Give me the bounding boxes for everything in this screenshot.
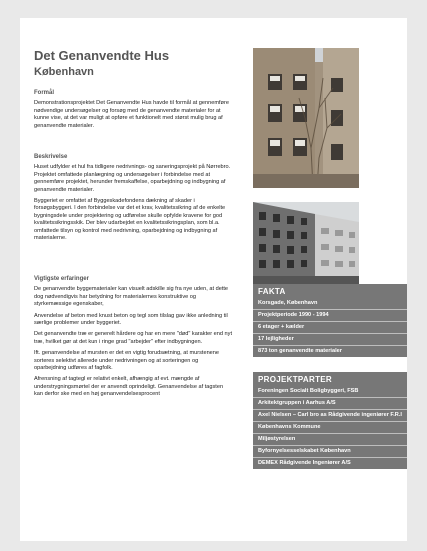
projektparter-panel — [253, 372, 407, 469]
paragraph: Ift. genanvendelse af mursten er det en vigtig forudsætning, at murstenene sorteres selektivt allerede under nedrivningen og at sorteringen og oparbejdning udføres af fagfolk. — [34, 350, 220, 372]
projektparter-heading: PROJEKTPARTER — [258, 375, 332, 384]
section-beskrivelse — [34, 154, 232, 246]
paragraph: Anvendelse af beton med knust beton og tegl som tilslag gav ikke anledning til særlige problemer under byggeriet. — [34, 312, 228, 327]
paragraph: Det genanvendte træ er generelt hårdere og har en mere "død" karakter end nyt træ, hvilket gør at det kun i ringe grad "arbejder" efter indbygningen. — [34, 331, 233, 345]
paragraph: Huset udfylder et hul fra tidligere nedrivnings- og saneringsprojekt på Nørrebro. Projektet omfattede planlægning og undersøgelser i forbindelse med at gennemføre projektet, herunder fremskaffelse, oparbejdning og indbygning af genanvendte materialer. — [34, 164, 231, 193]
section-heading: Beskrivelse — [34, 154, 68, 160]
page-title: Det Genanvendte Hus — [34, 48, 170, 63]
section-erfaringer — [34, 276, 232, 403]
section-heading: Formål — [34, 90, 55, 96]
paragraph: Demonstrationsprojektet Det Genanvendte Hus havde til formål at gennemføre nødvendige undersøgelser og forsøg med de genanvendte materialer for at kunne vise, at det var muligt at opføre et funktionelt med størst mulig brug af genanvendte materialer. — [34, 100, 229, 129]
section-heading: Vigtigste erfaringer — [34, 276, 89, 282]
partner-item: Foreningen Socialt Boligbyggeri, FSB — [253, 386, 407, 398]
partner-item: DEMEX Rådgivende Ingeniører A/S — [258, 460, 351, 466]
paragraph: Byggeriet er omfattet af Byggeskadefondens dækning af skader i forsøgsbyggeri. I den forbindelse var det et krav, kvalitetssikring af de enkelte bygningsdele under projektering og udførelse skulle opfylde kravene for god kvalitetssikringsskik. Der blev udarbejdet en kvalitetssikringsplan, som bl.a. omfattede tilsyn og kontrol med nedrivning, oparbejdning og indbygning af materialerne. — [34, 198, 226, 242]
partner-item: Arkitektgruppen i Aarhus A/S — [253, 398, 407, 410]
fakta-panel — [253, 284, 407, 357]
building-facade-photo — [253, 48, 359, 188]
fakta-item: 6 etager + kælder — [253, 322, 407, 334]
section-formaal — [34, 90, 232, 134]
fakta-item: Korsgade, København — [253, 298, 407, 310]
fakta-item: 873 ton genanvendte materialer — [258, 348, 342, 354]
partner-item: Byfornyelsesselskabet København — [253, 446, 407, 458]
fakta-item: Projektperiode 1990 - 1994 — [253, 310, 407, 322]
page-subtitle: København — [34, 66, 94, 78]
document-page — [20, 18, 407, 541]
fakta-item: 17 lejligheder — [253, 334, 407, 346]
partner-item: Miljøstyrelsen — [253, 434, 407, 446]
partner-item: Københavns Kommune — [253, 422, 407, 434]
paragraph: De genanvendte byggematerialer kan visuelt adskille sig fra nye uden, at dette dog nødvendigvis har betydning for materialernes konstruktive og styrkemæssige egenskaber, — [34, 286, 229, 308]
street-view-photo — [253, 202, 359, 285]
fakta-heading: FAKTA — [258, 287, 286, 296]
partner-item: Axel Nielsen – Carl bro as Rådgivende ingeniører F.R.I — [253, 410, 407, 422]
paragraph: Afrensning af tagtegl er relativt enkelt, afhængig af evt. mængde af understrygningsmørtel der er anvendt oprindeligt. Genanvendelse af tagsten kan derfor ske med en høj genanvendelsesprocent — [34, 376, 224, 398]
